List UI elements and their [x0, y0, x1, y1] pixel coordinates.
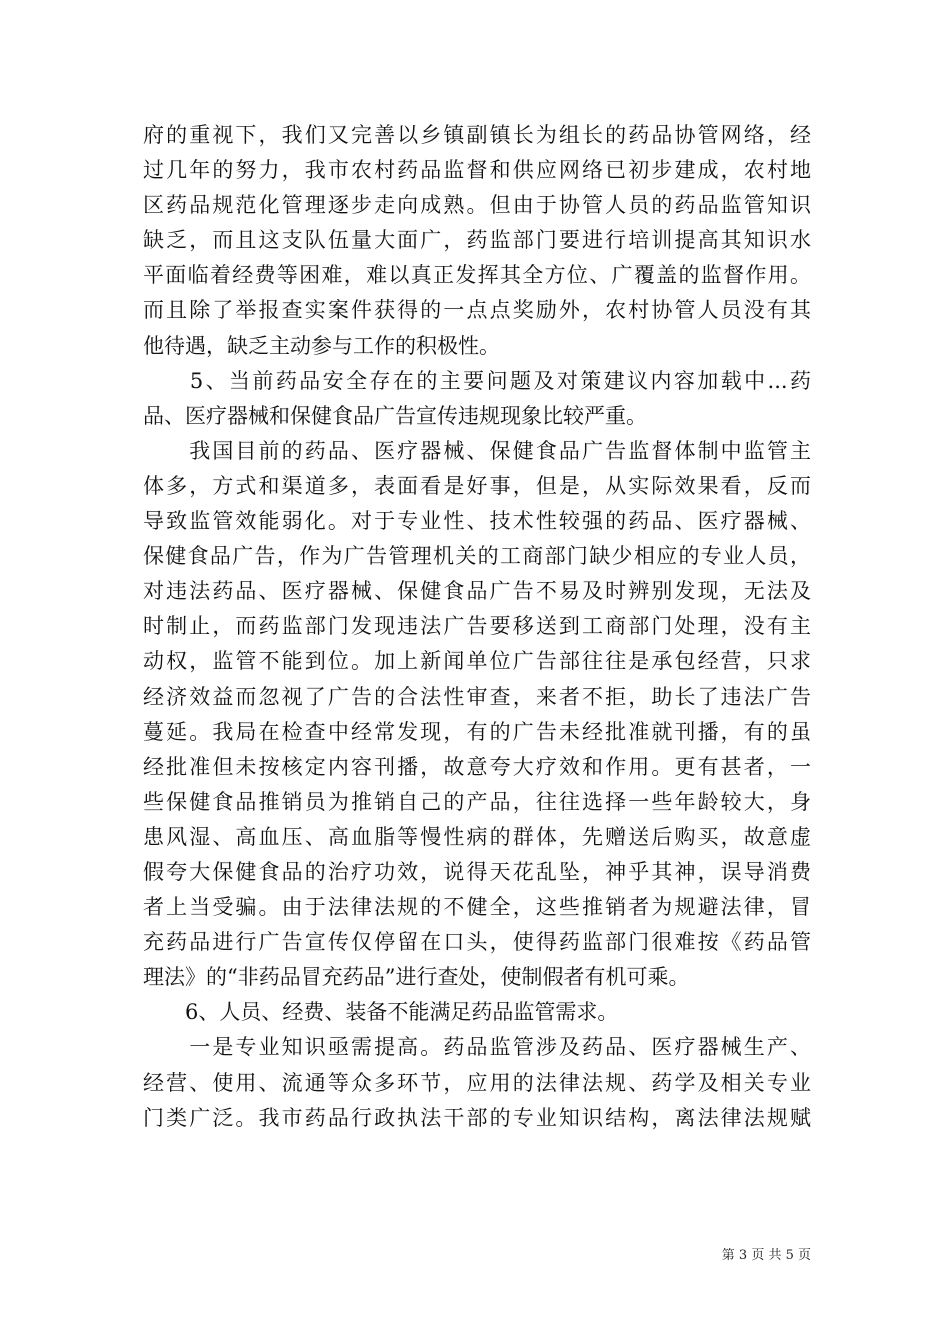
text-line: 门类广泛。我市药品行政执法干部的专业知识结构，离法律法规赋	[143, 1105, 811, 1130]
text-line: 体多，方式和渠道多，表面看是好事，但是，从实际效果看，反而	[143, 473, 811, 498]
text-line: 些保健食品推销员为推销自己的产品，往往选择一些年龄较大，身	[143, 789, 811, 814]
text-line: 保健食品广告，作为广告管理机关的工商部门缺少相应的专业人员，	[143, 544, 811, 569]
text-line: 5、当前药品安全存在的主要问题及对策建议内容加载中...药	[143, 368, 811, 393]
text-line: 过几年的努力，我市农村药品监督和供应网络已初步建成，农村地	[143, 158, 811, 183]
text-line: 时制止，而药监部门发现违法广告要移送到工商部门处理，没有主	[143, 614, 811, 639]
text-line: 者上当受骗。由于法律法规的不健全，这些推销者为规避法律，冒	[143, 895, 811, 920]
text-line: 导致监管效能弱化。对于专业性、技术性较强的药品、医疗器械、	[143, 509, 811, 534]
text-line: 而且除了举报查实案件获得的一点点奖励外，农村协管人员没有其	[143, 298, 811, 323]
text-line: 6、人员、经费、装备不能满足药品监管需求。	[143, 1000, 619, 1025]
text-line: 品、医疗器械和保健食品广告宣传违规现象比较严重。	[143, 403, 647, 428]
text-line: 我国目前的药品、医疗器械、保健食品广告监督体制中监管主	[143, 438, 811, 463]
text-line: 对违法药品、医疗器械、保健食品广告不易及时辨别发现，无法及	[143, 579, 811, 604]
text-line: 患风湿、高血压、高血脂等慢性病的群体，先赠送后购买，故意虚	[143, 824, 811, 849]
text-line: 经营、使用、流通等众多环节，应用的法律法规、药学及相关专业	[143, 1070, 811, 1095]
text-line: 府的重视下，我们又完善以乡镇副镇长为组长的药品协管网络，经	[143, 123, 811, 147]
text-line: 假夸大保健食品的治疗功效，说得天花乱坠，神乎其神，误导消费	[143, 859, 811, 884]
text-line: 平面临着经费等困难，难以真正发挥其全方位、广覆盖的监督作用。	[143, 263, 811, 288]
text-line: 经济效益而忽视了广告的合法性审查，来者不拒，助长了违法广告	[143, 684, 811, 709]
text-line: 蔓延。我局在检查中经常发现，有的广告未经批准就刊播，有的虽	[143, 719, 811, 744]
text-line: 一是专业知识亟需提高。药品监管涉及药品、医疗器械生产、	[143, 1035, 811, 1060]
text-line: 区药品规范化管理逐步走向成熟。但由于协管人员的药品监管知识	[143, 193, 811, 218]
page-number: 第 3 页 共 5 页	[721, 1248, 811, 1263]
text-line: 经批准但未按核定内容刊播，故意夸大疗效和作用。更有甚者，一	[143, 754, 811, 779]
text-line: 理法》的“非药品冒充药品”进行查处，使制假者有机可乘。	[143, 965, 690, 990]
text-line: 动权，监管不能到位。加上新闻单位广告部往往是承包经营，只求	[143, 649, 811, 674]
text-line: 缺乏，而且这支队伍量大面广，药监部门要进行培训提高其知识水	[143, 228, 811, 253]
text-line: 充药品进行广告宣传仅停留在口头，使得药监部门很难按《药品管	[143, 930, 811, 955]
body-text	[143, 118, 811, 1136]
text-line: 他待遇，缺乏主动参与工作的积极性。	[143, 333, 500, 358]
